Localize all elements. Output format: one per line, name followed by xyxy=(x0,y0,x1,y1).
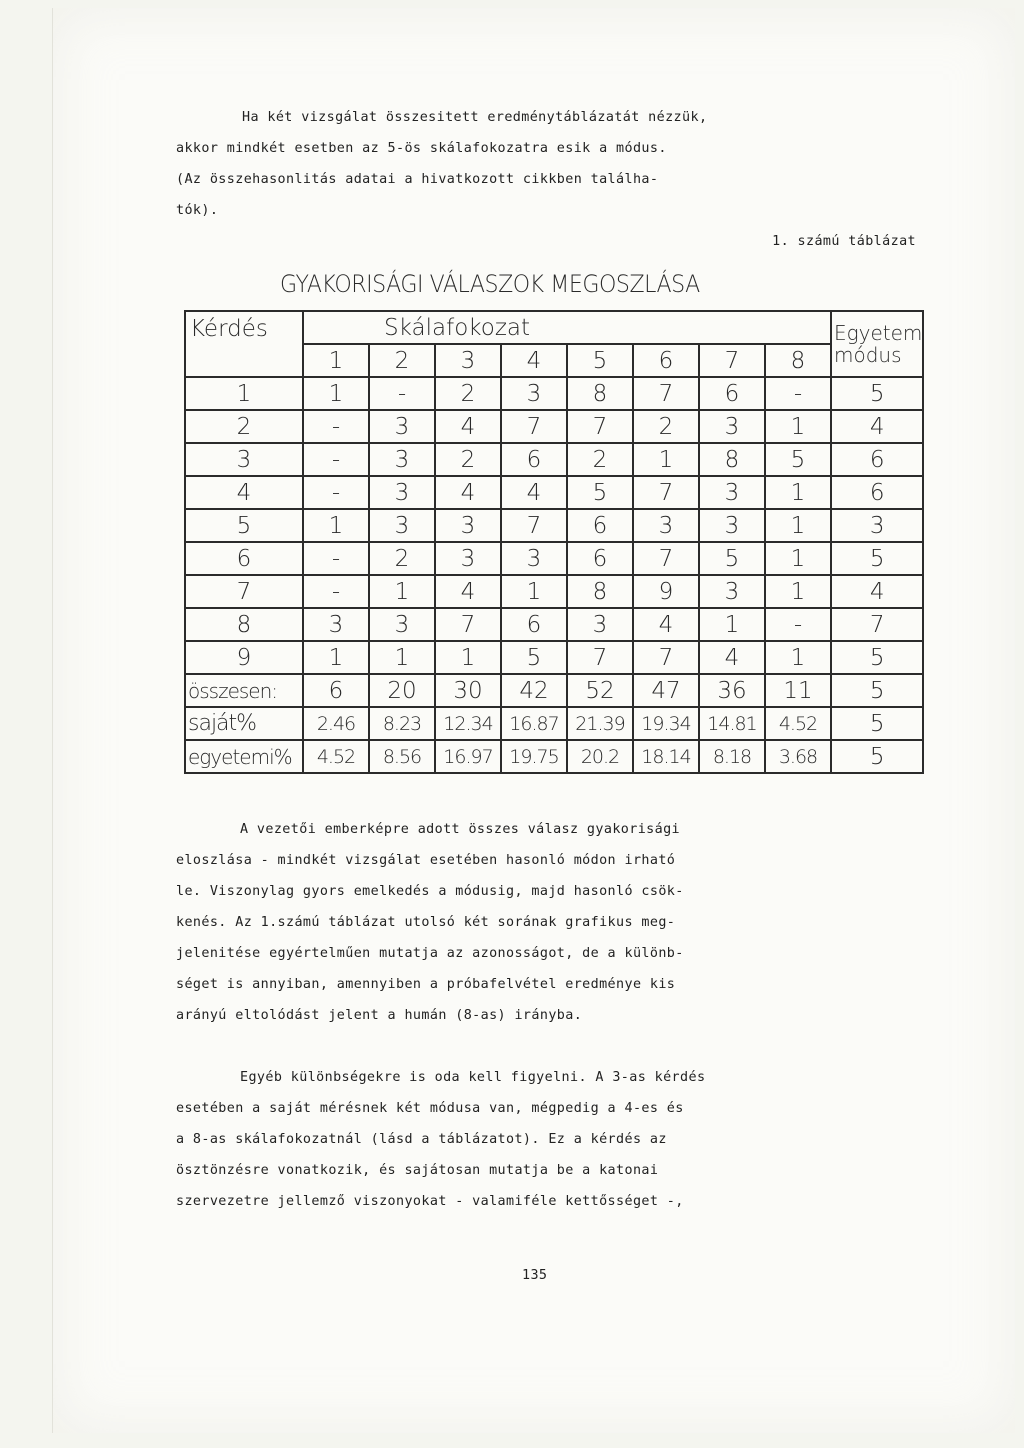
table-cell: 7 xyxy=(435,608,501,641)
table-cell: 20.2 xyxy=(567,740,633,773)
mode-cell: 6 xyxy=(831,476,923,509)
row-label: 5 xyxy=(185,509,303,542)
table-row xyxy=(185,443,923,476)
row-label: egyetemi% xyxy=(185,740,303,773)
table-cell: - xyxy=(303,410,369,443)
table-cell: 20 xyxy=(369,674,435,707)
table-cell: 16.97 xyxy=(435,740,501,773)
table-cell: 3 xyxy=(567,608,633,641)
table-cell: 4 xyxy=(435,410,501,443)
table-cell: 1 xyxy=(765,575,831,608)
table-cell: 5 xyxy=(567,476,633,509)
table-cell: 2 xyxy=(633,410,699,443)
mode-cell: 4 xyxy=(831,410,923,443)
table-cell: 7 xyxy=(633,377,699,410)
table-cell: 1 xyxy=(765,410,831,443)
header-egyetem-modus xyxy=(831,311,923,377)
intro-line: akkor mindkét esetben az 5-ös skálafokozatra esik a módus. xyxy=(176,141,667,156)
table-cell: 52 xyxy=(567,674,633,707)
table-cell: 6 xyxy=(501,443,567,476)
table-cell: 4 xyxy=(633,608,699,641)
row-label: összesen: xyxy=(185,674,303,707)
table-row xyxy=(185,707,923,740)
page-number: 135 xyxy=(522,1268,548,1283)
mode-cell: 3 xyxy=(831,509,923,542)
table-cell: 6 xyxy=(501,608,567,641)
table-row xyxy=(185,542,923,575)
table-cell: 1 xyxy=(369,575,435,608)
table-cell: 1 xyxy=(699,608,765,641)
table-cell: 2 xyxy=(369,542,435,575)
table-cell: 7 xyxy=(567,641,633,674)
para3-line: Egyéb különbségekre is oda kell figyelni. A 3-as kérdés xyxy=(240,1070,706,1085)
table-cell: 3.68 xyxy=(765,740,831,773)
header-modus-label: módus xyxy=(834,343,902,367)
table-body xyxy=(185,377,923,773)
table-cell: 4.52 xyxy=(765,707,831,740)
table-row xyxy=(185,509,923,542)
table-cell: 7 xyxy=(633,476,699,509)
mode-cell: 5 xyxy=(831,740,923,773)
table-cell: 19.75 xyxy=(501,740,567,773)
mode-cell: 5 xyxy=(831,674,923,707)
header-egyetem-label: Egyetem xyxy=(834,321,923,345)
intro-line: (Az összehasonlitás adatai a hivatkozott cikkben találha- xyxy=(176,172,659,187)
table-cell: 3 xyxy=(369,608,435,641)
table-cell: 7 xyxy=(501,410,567,443)
table-cell: 1 xyxy=(369,641,435,674)
table-cell: - xyxy=(303,575,369,608)
table-cell: 6 xyxy=(567,509,633,542)
table-cell: - xyxy=(765,377,831,410)
table-cell: 42 xyxy=(501,674,567,707)
scale-header-cell: 2 xyxy=(369,344,435,377)
table-cell: 4 xyxy=(435,575,501,608)
table-cell: 8.56 xyxy=(369,740,435,773)
table-cell: 3 xyxy=(303,608,369,641)
table-cell: 2.46 xyxy=(303,707,369,740)
table-row xyxy=(185,740,923,773)
intro-paragraph xyxy=(176,102,916,226)
table-cell: 18.14 xyxy=(633,740,699,773)
table-cell: 21.39 xyxy=(567,707,633,740)
table-cell: 30 xyxy=(435,674,501,707)
table-cell: 1 xyxy=(303,641,369,674)
table-cell: 1 xyxy=(303,377,369,410)
table-cell: 8 xyxy=(567,575,633,608)
table-cell: 9 xyxy=(633,575,699,608)
table-cell: 3 xyxy=(435,542,501,575)
scale-header-cell: 5 xyxy=(567,344,633,377)
table-cell: 2 xyxy=(435,443,501,476)
table-cell: 36 xyxy=(699,674,765,707)
scale-header-cell: 8 xyxy=(765,344,831,377)
para3-line: esetében a saját mérésnek két módusa van, mégpedig a 4-es és xyxy=(176,1101,684,1116)
table-cell: 3 xyxy=(369,410,435,443)
table-cell: 1 xyxy=(765,641,831,674)
table-cell: 4 xyxy=(699,641,765,674)
table-cell: 7 xyxy=(633,641,699,674)
scale-header-cell: 6 xyxy=(633,344,699,377)
table-cell: 7 xyxy=(567,410,633,443)
para3-line: ösztönzésre vonatkozik, és sajátosan mutatja be a katonai xyxy=(176,1163,659,1178)
body-paragraph-3 xyxy=(176,1062,912,1217)
table-cell: - xyxy=(303,542,369,575)
para2-line: le. Viszonylag gyors emelkedés a módusig, majd hasonló csök- xyxy=(176,884,684,899)
mode-cell: 7 xyxy=(831,608,923,641)
frequency-table xyxy=(184,310,924,774)
para2-line: eloszlása - mindkét vizsgálat esetében hasonló módon irható xyxy=(176,853,676,868)
table-row xyxy=(185,608,923,641)
para3-line: a 8-as skálafokozatnál (lásd a táblázatot). Ez a kérdés az xyxy=(176,1132,667,1147)
table-cell: 8 xyxy=(567,377,633,410)
table-cell: 7 xyxy=(501,509,567,542)
table-cell: 1 xyxy=(765,476,831,509)
scale-header-cell: 4 xyxy=(501,344,567,377)
table-cell: 3 xyxy=(369,509,435,542)
table-cell: 3 xyxy=(501,377,567,410)
table-caption: 1. számú táblázat xyxy=(772,234,916,249)
table-row xyxy=(185,410,923,443)
table-cell: 5 xyxy=(501,641,567,674)
row-label: 6 xyxy=(185,542,303,575)
body-paragraph-2 xyxy=(176,814,912,1031)
table-cell: - xyxy=(303,443,369,476)
mode-cell: 5 xyxy=(831,707,923,740)
table-cell: 5 xyxy=(699,542,765,575)
row-label: 8 xyxy=(185,608,303,641)
table-cell: 3 xyxy=(369,476,435,509)
row-label: saját% xyxy=(185,707,303,740)
mode-cell: 5 xyxy=(831,641,923,674)
table-cell: 4 xyxy=(501,476,567,509)
table-cell: 4.52 xyxy=(303,740,369,773)
table-cell: - xyxy=(303,476,369,509)
table-cell: 1 xyxy=(303,509,369,542)
table-row xyxy=(185,641,923,674)
table-cell: 1 xyxy=(435,641,501,674)
mode-cell: 5 xyxy=(831,542,923,575)
table-cell: 3 xyxy=(435,509,501,542)
table-cell: 47 xyxy=(633,674,699,707)
table-cell: - xyxy=(369,377,435,410)
header-skalafokozat: Skálafokozat xyxy=(303,311,831,344)
para3-line: szervezetre jellemző viszonyokat - valamiféle kettősséget -, xyxy=(176,1194,684,1209)
para2-line: A vezetői emberképre adott összes válasz gyakorisági xyxy=(240,822,681,837)
table-row xyxy=(185,476,923,509)
table-cell: 6 xyxy=(303,674,369,707)
table-cell: 2 xyxy=(435,377,501,410)
row-label: 2 xyxy=(185,410,303,443)
scale-header-cell: 3 xyxy=(435,344,501,377)
table-cell: 11 xyxy=(765,674,831,707)
table-cell: 3 xyxy=(501,542,567,575)
table-cell: 7 xyxy=(633,542,699,575)
para2-line: kenés. Az 1.számú táblázat utolsó két sorának grafikus meg- xyxy=(176,915,676,930)
row-label: 7 xyxy=(185,575,303,608)
table-header-row xyxy=(185,311,923,344)
row-label: 9 xyxy=(185,641,303,674)
mode-cell: 4 xyxy=(831,575,923,608)
table-cell: 6 xyxy=(567,542,633,575)
table-row xyxy=(185,674,923,707)
table-cell: 3 xyxy=(699,575,765,608)
table-cell: 1 xyxy=(501,575,567,608)
table-cell: 5 xyxy=(765,443,831,476)
table-cell: - xyxy=(765,608,831,641)
table-cell: 2 xyxy=(567,443,633,476)
row-label: 1 xyxy=(185,377,303,410)
table-cell: 12.34 xyxy=(435,707,501,740)
table-cell: 3 xyxy=(369,443,435,476)
header-kerdes: Kérdés xyxy=(185,311,303,377)
para2-line: jelenitése egyértelműen mutatja az azonosságot, de a különb- xyxy=(176,946,684,961)
table-cell: 1 xyxy=(765,509,831,542)
scale-header-cell: 7 xyxy=(699,344,765,377)
table-cell: 8.23 xyxy=(369,707,435,740)
table-row xyxy=(185,377,923,410)
table-row xyxy=(185,575,923,608)
para2-line: arányú eltolódást jelent a humán (8-as) irányba. xyxy=(176,1008,583,1023)
scale-header-cell: 1 xyxy=(303,344,369,377)
table-cell: 19.34 xyxy=(633,707,699,740)
para2-line: séget is annyiban, amennyiben a próbafelvétel eredménye kis xyxy=(176,977,676,992)
table-cell: 1 xyxy=(633,443,699,476)
mode-cell: 5 xyxy=(831,377,923,410)
table-cell: 6 xyxy=(699,377,765,410)
table-cell: 3 xyxy=(699,410,765,443)
table-cell: 3 xyxy=(699,509,765,542)
mode-cell: 6 xyxy=(831,443,923,476)
intro-line: tók). xyxy=(176,203,219,218)
row-label: 4 xyxy=(185,476,303,509)
table-cell: 14.81 xyxy=(699,707,765,740)
table-cell: 8 xyxy=(699,443,765,476)
table-cell: 4 xyxy=(435,476,501,509)
row-label: 3 xyxy=(185,443,303,476)
table-cell: 1 xyxy=(765,542,831,575)
table-cell: 8.18 xyxy=(699,740,765,773)
table-cell: 3 xyxy=(633,509,699,542)
table-cell: 3 xyxy=(699,476,765,509)
table-cell: 16.87 xyxy=(501,707,567,740)
table-title: GYAKORISÁGI VÁLASZOK MEGOSZLÁSA xyxy=(280,270,700,298)
intro-line: Ha két vizsgálat összesitett eredménytáblázatát nézzük, xyxy=(242,110,708,125)
